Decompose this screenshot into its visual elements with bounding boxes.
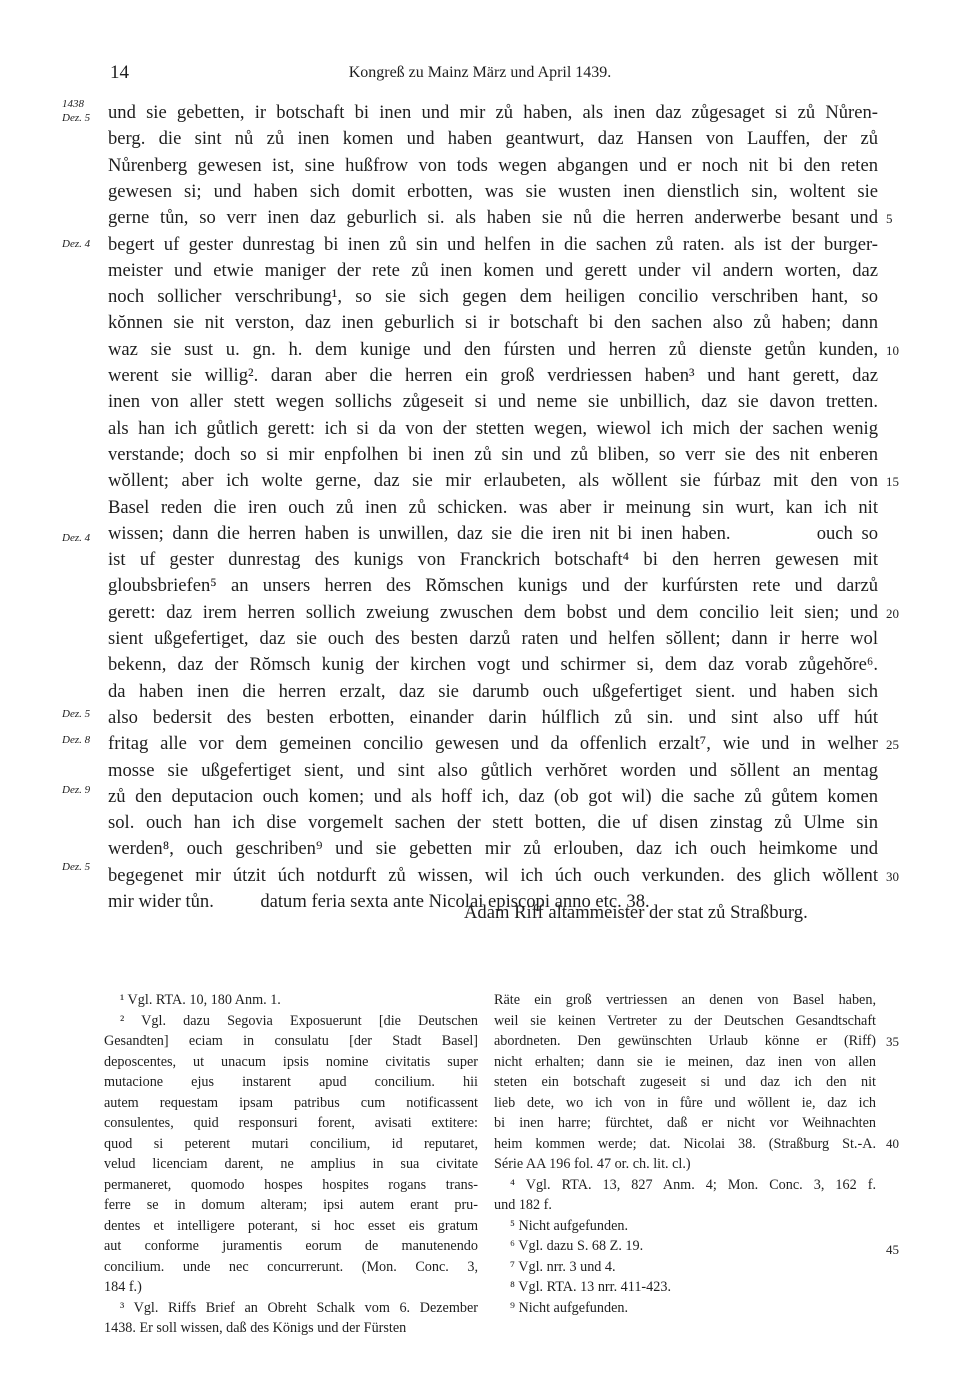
body-line: da haben inen die herren erzalt, daz sie darumb ouch ußgefertiget sient. und haben sich xyxy=(108,680,878,702)
footnote-line-number: 35 xyxy=(886,1034,899,1049)
footnote-line: ferre se in domum alteram; ipsi autem erant pru- xyxy=(104,1197,478,1213)
body-line: Nůrenberg gewesen ist, sine hußfrow von tods wegen abgangen und er noch nit bi den reten xyxy=(108,154,878,176)
margin-date: 1438 xyxy=(62,98,84,110)
footnote-line: ⁶ Vgl. dazu S. 68 Z. 19. xyxy=(510,1238,644,1254)
footnote-line: ⁹ Nicht aufgefunden. xyxy=(510,1299,629,1316)
body-line: zů den deputacion ouch komen; und als hoff ich, daz (ob got wil) die sache zů gůtem komen xyxy=(108,785,878,807)
line-number: 15 xyxy=(886,474,899,490)
footnote-line: ³ Vgl. Riffs Brief an Obreht Schalk vom 6. Dezember xyxy=(120,1299,478,1316)
running-head: Kongreß zu Mainz März und April 1439. xyxy=(348,64,612,81)
body-line: gewesen si; und haben sich domit erbotten, was sie wusten inen dienstlich sin, woltent sie xyxy=(108,180,878,202)
body-line: kŏnnen sie nit verston, daz inen geburlich si ir botschaft bi den sachen also zů haben; dann xyxy=(108,312,878,334)
body-line: Basel reden die iren ouch zů inen zů schicken. was aber ir meinung sin wurt, kan ich nit xyxy=(108,496,878,518)
margin-date: Dez. 4 xyxy=(62,238,91,250)
margin-date: Dez. 5 xyxy=(62,112,91,124)
footnote-line: ⁴ Vgl. RTA. 13, 827 Anm. 4; Mon. Conc. 3, 162 f. xyxy=(510,1176,876,1193)
footnote-line: abordneten. Den gewünschten Urlaub könne er (Riff) xyxy=(494,1033,876,1049)
footnote-line: 1438. Er soll wissen, daß des Königs und der Fürsten xyxy=(104,1320,407,1336)
footnote-line: heim kommen werde; dat. Nicolai 38. (Straßburg St.-A. xyxy=(494,1135,876,1152)
body-line: ist uf gester dunrestag des kunigs von Franckrich botschaft⁴ bi den herren gewesen mit xyxy=(108,549,878,571)
margin-date: Dez. 4 xyxy=(62,532,91,544)
body-line: als han ich gůtlich gerett: ich si da von der stetten wegen, wiewol ich mich der sachen wenig xyxy=(108,417,878,439)
margin-date: Dez. 5 xyxy=(62,708,91,720)
footnote-line-number: 40 xyxy=(886,1136,899,1151)
body-line: gerne tůn, so verr inen daz geburlich si. als haben sie nů die herren anderwerbe besant und xyxy=(108,207,878,229)
body-line: begegenet mir útzit úch notdurft zů wissen, wil ich úch ouch verkunden. des glich wŏllent xyxy=(108,864,878,886)
footnote-line-number: 45 xyxy=(886,1242,899,1257)
footnote-line: aut conforme juramentis eorum de manutenendo xyxy=(104,1238,478,1254)
body-line: berg. die sint nů zů inen komen und haben geantwurt, daz Hansen von Lauffen, der zů xyxy=(108,128,878,150)
footnote-line: permaneret, quomodo hospes hospites rogans trans- xyxy=(104,1176,478,1193)
body-line: waz sie sust u. gn. h. dem kunige und den fúrsten und herren zů dienste getůn kunden, xyxy=(108,338,878,360)
body-line: mosse sie ußgefertiget sient, und sint also gůtlich verhŏret worden und sŏllent an mentag xyxy=(108,759,878,781)
body-line: wissen; dann die herren haben is unwillen, daz sie die iren nit bi inen haben. ouch so xyxy=(108,522,878,544)
footnote-line: ² Vgl. dazu Segovia Exposuerunt [die Deutschen xyxy=(120,1012,478,1029)
body-line: bekenn, daz der Rŏmsch kunig der kirchen vogt und schirmer si, dem daz vorab zůgehŏre⁶. xyxy=(108,654,878,676)
line-number: 10 xyxy=(886,342,899,358)
body-line: sient ußgefertiget, daz sie ouch des besten darzů raten und helfen sŏllent; dann ir herre wol xyxy=(108,628,878,649)
signature: Adam Riff altammeister der stat zů Straßburg. xyxy=(464,902,808,923)
footnote-line: quod si peterent mutari concilium, id reputaret, xyxy=(104,1135,478,1152)
footnote-line: Räte ein groß vertriessen an denen von Basel haben, xyxy=(494,992,876,1008)
footnote-line: ⁷ Vgl. nrr. 3 und 4. xyxy=(510,1258,616,1275)
line-number: 5 xyxy=(886,211,893,227)
body-line: inen von aller stett wegen sollichs zůgeseit si und neme sie unbillich, daz sie davon tretten. xyxy=(108,391,878,413)
footnote-line: velud licenciam darent, ne amplius in sua civitate xyxy=(104,1156,478,1172)
line-number: 30 xyxy=(886,868,899,884)
footnote-line: steten ein botschaft zugeseit si und daz ich den nit xyxy=(494,1074,876,1090)
footnote-line: mutacione ejus instarent apud concilium. hii xyxy=(104,1074,478,1090)
body-line: noch sollicher verschribung¹, so sie sich gegen dem heiligen concilio verschriben hant, so xyxy=(108,286,878,308)
body-line: meister und etwie maniger der rete zů inen komen und gerett under vil andern worten, daz xyxy=(108,259,878,281)
body-line: und sie gebetten, ir botschaft bi inen und mir zů haben, als inen daz zůgesaget si zů Nůren- xyxy=(108,102,878,123)
body-line: werent sie willig². daran aber die herren ein groß verdriessen haben³ und hant gerett, daz xyxy=(108,365,878,386)
body-line: gloubsbriefen⁵ an unsers herren des Rŏmschen kunigs und der kurfúrsten rete und darzů xyxy=(108,575,878,597)
body-line: begert uf gester dunrestag bi inen zů sin und helfen in die sachen zů raten. als ist der burger- xyxy=(108,233,878,255)
body-line: verstande; doch so si mir enpfolhen bi inen zů sin und zů bliben, so verr sie des nit enberen xyxy=(108,443,878,465)
body-line: also bedersit des besten erbotten, einander darin húlflich zů sin. und sint also uff hút xyxy=(108,706,878,728)
margin-date: Dez. 9 xyxy=(62,784,91,796)
footnote-line: ¹ Vgl. RTA. 10, 180 Anm. 1. xyxy=(120,992,281,1008)
footnote-line: 184 f.) xyxy=(104,1279,142,1295)
margin-date: Dez. 8 xyxy=(62,734,91,746)
body-line: wŏllent; aber ich wolte gerne, daz sie mir erlaubeten, als wŏllent sie fúrbaz mit den von xyxy=(108,470,878,492)
footnote-line: lieb dete, wo ich von in fůre und wŏllent ie, daz ich xyxy=(494,1094,876,1111)
footnote-line: bi inen harre; fürchtet, daß er nicht vor Weihnachten xyxy=(494,1115,876,1131)
footnote-line: autem requestam ipsam patribus cum notificassent xyxy=(104,1094,478,1111)
footnote-line: und 182 f. xyxy=(494,1197,552,1213)
footnote-line: Gesandten] eciam in consulatu [der Stadt Basel] xyxy=(104,1033,478,1049)
footnote-line: consulentes, quid responsuri forent, avisati extitere: xyxy=(104,1115,478,1131)
footnote-line: ⁵ Nicht aufgefunden. xyxy=(510,1217,629,1234)
body-line: fritag alle vor dem gemeinen concilio gewesen und da offenlich erzalt⁷, wie und in welher xyxy=(108,733,878,755)
body-line: gerett: daz irem herren sollich zweiung zwuschen dem bobst und dem concilio leit sien; und xyxy=(108,601,878,623)
margin-date: Dez. 5 xyxy=(62,861,91,873)
footnote-line: Série AA 196 fol. 47 or. ch. lit. cl.) xyxy=(494,1156,691,1172)
body-line: mir wider tůn. datum feria sexta ante Nicolai episcopi anno etc. 38. xyxy=(108,891,650,912)
footnote-line: weil sie keinen Vertreter zu der Deutschen Gesandtschaft xyxy=(494,1012,876,1029)
footnote-line: nicht erhalten; dann sie ie meinen, daz inen von allen xyxy=(494,1053,876,1070)
footnote-line: dentes et intelligere poterant, si hoc esset eis gratum xyxy=(104,1217,478,1234)
page-number: 14 xyxy=(110,62,129,83)
line-number: 20 xyxy=(886,605,899,621)
footnote-line: ⁸ Vgl. RTA. 13 nrr. 411-423. xyxy=(510,1279,671,1295)
body-line: werden⁸, ouch geschriben⁹ und sie gebetten mir zů erlouben, daz ich ouch heimkome und xyxy=(108,838,878,860)
footnote-line: concilium. unde nec concurrerunt. (Mon. Conc. 3, xyxy=(104,1258,478,1275)
line-number: 25 xyxy=(886,737,899,753)
footnote-line: deposcentes, ut unacum ipsis nomine civitatis super xyxy=(104,1053,478,1070)
body-line: sol. ouch han ich dise vorgemelt sachen der stett botten, die uf disen zinstag zů Ulme sin xyxy=(108,812,878,834)
